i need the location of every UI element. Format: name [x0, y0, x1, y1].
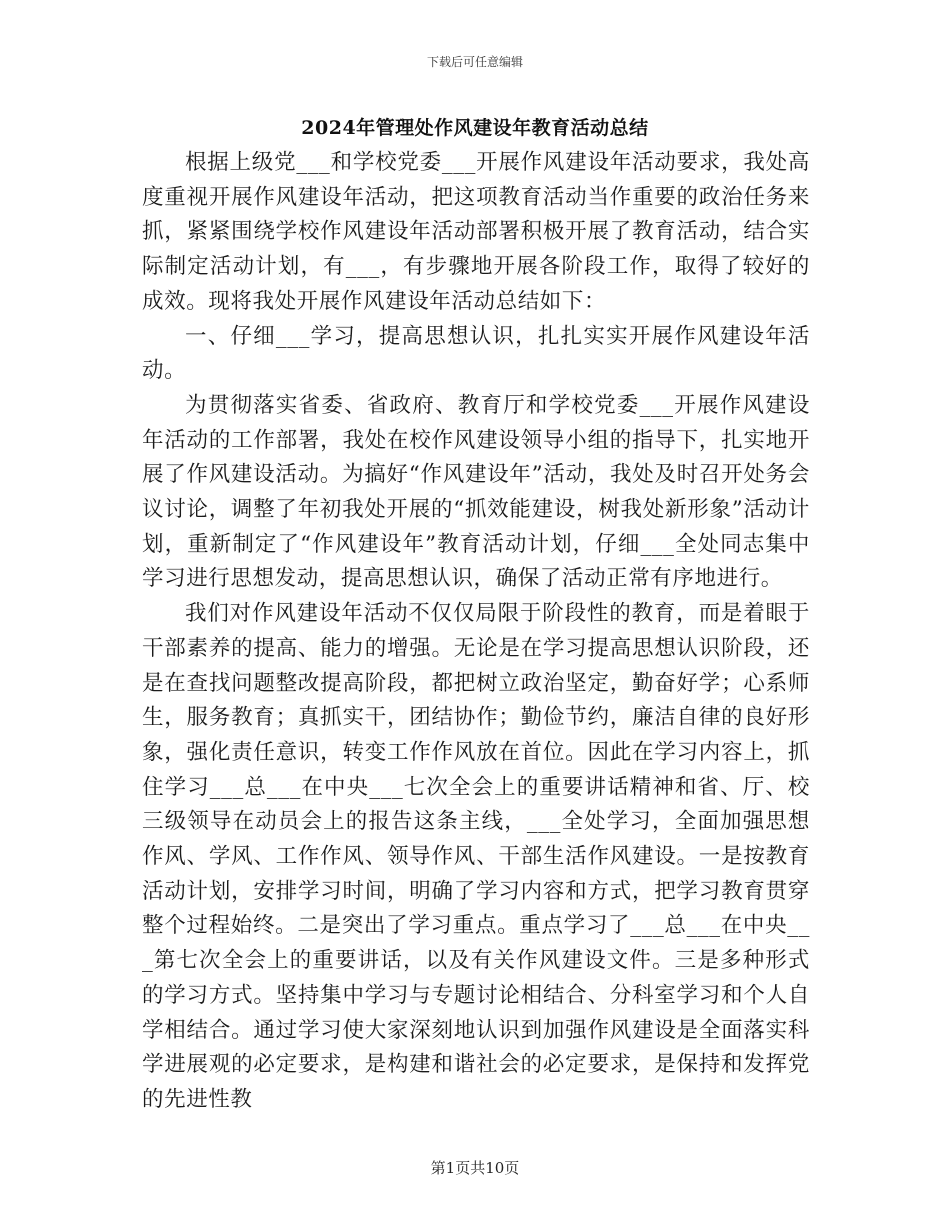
header-note: 下载后可任意编辑: [426, 55, 523, 69]
document-body: [142, 146, 810, 1118]
document-title: 2024年管理处作风建设年教育活动总结: [301, 117, 649, 139]
paragraph-intro: 根据上级党___和学校党委___开展作风建设年活动要求，我处高度重视开展作风建设年活动，把这项教育活动当作重要的政治任务来抓，紧紧围绕学校作风建设年活动部署积极开展了教育活动，结合实际制定活动计划，有___，有步骤地开展各阶段工作，取得了较好的成效。现将我处开展作风建设年活动总结如下：: [142, 150, 810, 314]
page-footer: 第1页共10页: [430, 1159, 520, 1177]
paragraph-study-content: 我们对作风建设年活动不仅仅局限于阶段性的教育，而是着眼于干部素养的提高、能力的增强。无论是在学习提高思想认识阶段，还是在查找问题整改提高阶段，都把树立政治坚定，勤奋好学；心系师生，服务教育；真抓实干，团结协作；勤俭节约，廉洁自律的良好形象，强化责任意识，转变工作作风放在首位。因此在学习内容上，抓住学习___总___在中央___七次全会上的重要讲话精神和省、厅、校三级领导在动员会上的报告这条主线，___全处学习，全面加强思想作风、学风、工作作风、领导作风、干部生活作风建设。一是按教育活动计划，安排学习时间，明确了学习内容和方式，把学习教育贯穿整个过程始终。二是突出了学习重点。重点学习了___总___在中央___第七次全会上的重要讲话，以及有关作风建设文件。三是多种形式的学习方式。坚持集中学习与专题讨论相结合、分科室学习和个人自学相结合。通过学习使大家深刻地认识到加强作风建设是全面落实科学进展观的必定要求，是构建和谐社会的必定要求，是保持和发挥党的先进性教: [142, 601, 810, 1112]
paragraph-section-heading: 一、仔细___学习，提高思想认识，扎扎实实开展作风建设年活动。: [142, 323, 810, 384]
paragraph-implementation: 为贯彻落实省委、省政府、教育厅和学校党委___开展作风建设年活动的工作部署，我处在校作风建设领导小组的指导下，扎实地开展了作风建设活动。为搞好“作风建设年”活动，我处及时召开处务会议讨论，调整了年初我处开展的“抓效能建设，树我处新形象”活动计划，重新制定了“作风建设年”教育活动计划，仔细___全处同志集中学习进行思想发动，提高思想认识，确保了活动正常有序地进行。: [142, 392, 810, 592]
